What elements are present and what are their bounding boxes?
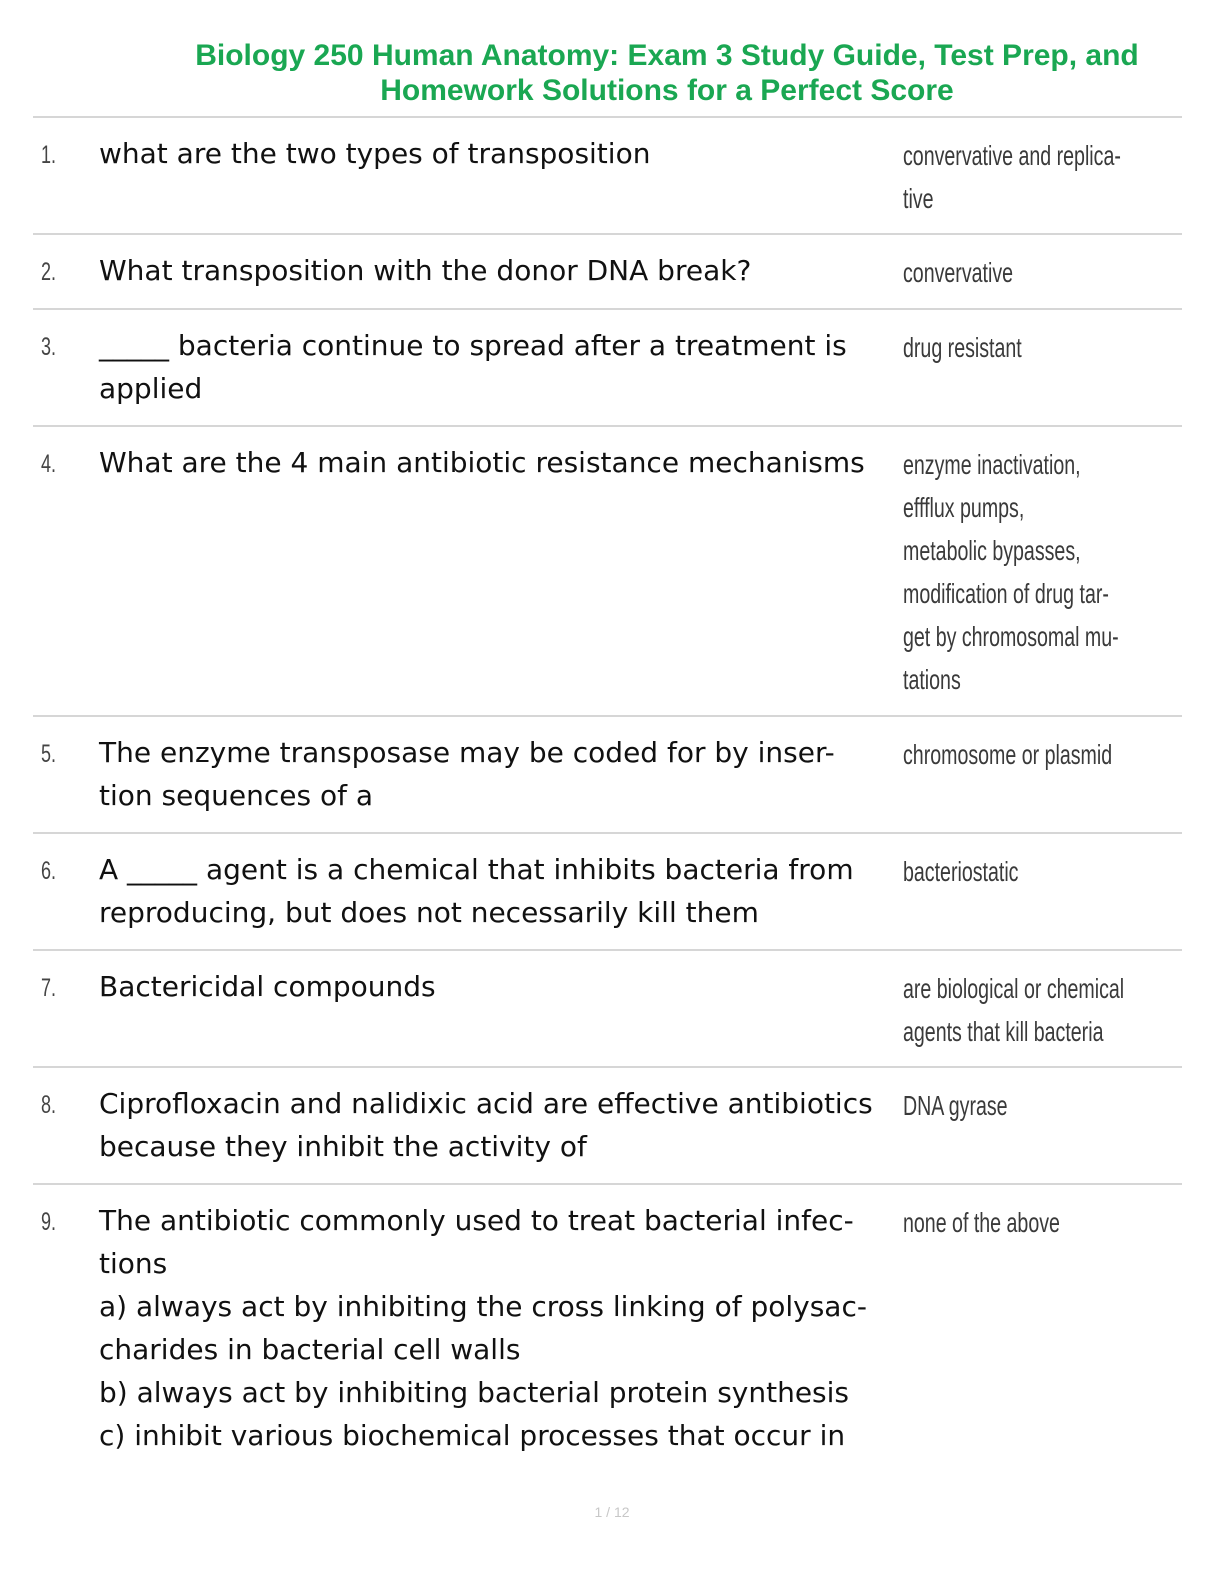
answer-text: are biological or chemical agents that kill bacteria: [903, 973, 1125, 1047]
question-text: what are the two types of transposition: [99, 137, 651, 170]
qa-row: [33, 310, 1182, 427]
item-number: 4.: [41, 450, 57, 478]
page-number: 1 / 12: [594, 1504, 630, 1520]
item-number: 5.: [41, 740, 57, 768]
answer-text: none of the above: [903, 1207, 1060, 1238]
answer-text: bacteriostatic: [903, 856, 1019, 887]
qa-row: [33, 427, 1182, 717]
answer-text: DNA gyrase: [903, 1090, 1008, 1121]
qa-list: [33, 116, 1182, 1485]
qa-row: [33, 834, 1182, 951]
item-number: 9.: [41, 1208, 57, 1236]
qa-row: [33, 1068, 1182, 1185]
question-text: _____ bacteria continue to spread after a treatment is applied: [99, 329, 847, 405]
question-text: A _____ agent is a chemical that inhibits bacteria from reproducing, but does not necessarily kill them: [99, 853, 854, 929]
question-text: The antibiotic commonly used to treat bacterial infec- tions a) always act by inhibiting the cross linking of polysac- charides in bacterial cell walls b) always act by inhibiting bacterial protein synthesis c) inhibit various biochemical processes that occur in: [99, 1204, 867, 1452]
item-number: 6.: [41, 857, 57, 885]
answer-text: drug resistant: [903, 332, 1022, 363]
item-number: 2.: [41, 258, 57, 286]
qa-row: [33, 717, 1182, 834]
question-text: Bactericidal compounds: [99, 970, 436, 1003]
qa-row: [33, 235, 1182, 310]
answer-text: convervative and replica- tive: [903, 140, 1121, 214]
answer-text: enzyme inactivation, effflux pumps, metabolic bypasses, modification of drug tar- get by chromosomal mu- tations: [903, 449, 1119, 695]
document-title-text: Biology 250 Human Anatomy: Exam 3 Study Guide, Test Prep, and Homework Solutions for a Perfect Score: [195, 39, 1139, 107]
item-number: 7.: [41, 974, 57, 1002]
question-text: What are the 4 main antibiotic resistance mechanisms: [99, 446, 865, 479]
question-text: Ciprofloxacin and nalidixic acid are effective antibiotics because they inhibit the activity of: [99, 1087, 873, 1163]
question-text: What transposition with the donor DNA break?: [99, 254, 752, 287]
item-number: 1.: [41, 141, 57, 169]
question-text: The enzyme transposase may be coded for by inser- tion sequences of a: [99, 736, 835, 812]
item-number: 8.: [41, 1091, 57, 1119]
qa-row: [33, 118, 1182, 235]
answer-text: chromosome or plasmid: [903, 739, 1113, 770]
document-title: [120, 38, 1214, 108]
item-number: 3.: [41, 333, 57, 361]
qa-row: [33, 951, 1182, 1068]
qa-row: [33, 1185, 1182, 1485]
answer-text: convervative: [903, 257, 1014, 288]
